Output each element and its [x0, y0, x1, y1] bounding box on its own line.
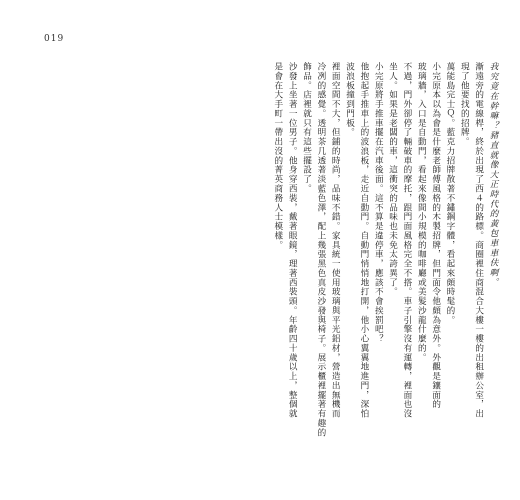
text-line: 小完原將手推車擺在汽車後面。這不算是違停車，應該不會挨罰吧？ — [373, 62, 384, 344]
text-line: 小完原本以為會是什麼老師傅風格的木製招牌，但門面令他頗為意外。外觀是鑲面的 — [430, 62, 441, 410]
text-line: 漸遠旁的電線桿，終於出現了西４的路標。商圈裡住商混合大樓一樓的出租辦公室，出 — [473, 62, 484, 419]
text-line: 萬能島完士Ｑ。藍克力招牌散著不鏽鋼字體，看起來頗時髦的。 — [444, 62, 455, 325]
page-number: 019 — [44, 34, 65, 44]
text-line: 沙發上坐著一位男子。他身穿西裝，戴著眼鏡，理著西裝頭。年齡四十歲以上，整個就 — [287, 62, 298, 419]
text-line: 不過，門外卻停了輛破車的摩托，跟門面風格完全不搭。車子引擎沒有運轉，裡面也沒 — [401, 62, 412, 419]
text-line: 他抱起手推車上的波浪板，走近自動門。自動門悄悄地打開，他小心翼翼地進門，深怕 — [358, 62, 369, 419]
text-line: 飾品。店裡就只有這些擺設了。 — [301, 62, 312, 194]
text-line: 冷冽的感覺。透明茶几透著淡藍色澤，配上幾張黑色真皮沙發與椅子。展示櫃裡擺著有趣的 — [315, 62, 326, 438]
text-line: 是會在大手町一帶出沒的菁英商務人士模樣。 — [272, 62, 283, 250]
text-line: 玻璃牆，入口是自動門，看起來像間小規模的咖啡廳或美髮沙龍什麼的。 — [416, 62, 427, 363]
text-line: 裡面空間不大，但鋪的時尚，品味不錯。家具統一使用玻璃與平光鋁材，營造出無機而 — [330, 62, 341, 419]
text-line: 現了他要找的招牌。 — [459, 62, 470, 147]
text-line: 我究竟在幹嘛？豬直就像大正時代的黃包車車伕啊。 — [488, 62, 498, 288]
text-line: 波浪板撞到門板。 — [344, 62, 355, 138]
body-text — [20, 62, 500, 470]
text-line: 坐人。如果是老闆的車，這衝突的品味也未免太誇異了。 — [387, 62, 398, 297]
